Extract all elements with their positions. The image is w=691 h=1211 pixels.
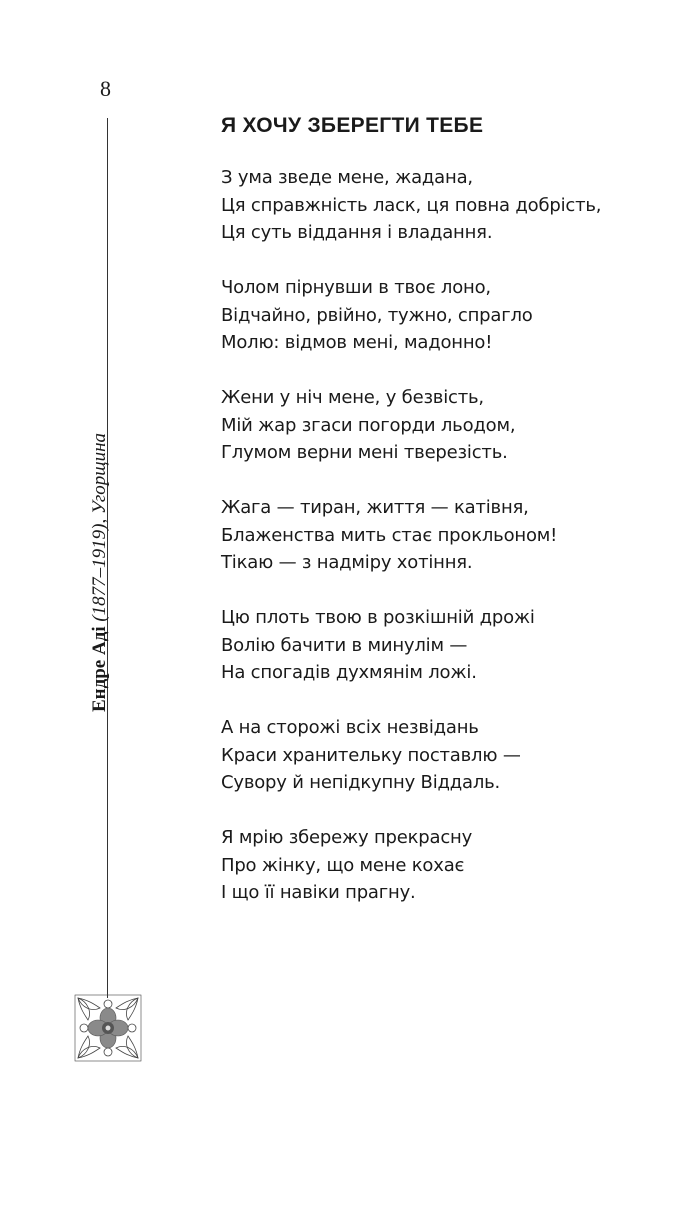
poem-line: Краси хранительку поставлю — [221, 744, 521, 766]
poem-line: А на сторожі всіх незвідань [221, 717, 479, 738]
poem-line: На спогадів духмянім ложі. [221, 662, 477, 683]
poem-line: Жага — тиран, життя — катівня, [221, 497, 529, 518]
poem-line: Мій жар згаси погорди льодом, [221, 414, 516, 436]
stanza [221, 714, 661, 797]
poem-line: Ця справжність ласк, ця повна добрість, [221, 194, 602, 216]
author-country: Угорщина [89, 432, 110, 514]
poem-line: Глумом верни мені тверезість. [221, 442, 508, 463]
poem-line: З ума зведе мене, жадана, [221, 167, 473, 188]
poem-line: Цю плоть твою в розкішній дрожі [221, 607, 535, 628]
poem-line: Сувору й непідкупну Віддаль. [221, 772, 501, 793]
poem-line: Чолом пірнувши в твоє лоно, [221, 277, 491, 298]
author-dates: (1877–1919) [89, 523, 110, 622]
stanza [221, 274, 661, 357]
separator: , [89, 518, 110, 524]
poem-title: Я ХОЧУ ЗБЕРЕГТИ ТЕБЕ [221, 114, 484, 137]
stanza [221, 384, 661, 467]
poem-line: Блаженства мить стає прокльоном! [221, 524, 558, 546]
poem-line: Я мрію збережу прекрасну [221, 827, 473, 848]
poem [221, 112, 661, 934]
stanza [221, 604, 661, 687]
poem-line: Волію бачити в минулім — [221, 634, 468, 656]
poem-line: Молю: відмов мені, мадонно! [221, 332, 493, 353]
poem-line: Ця суть віддання і владання. [221, 222, 493, 243]
author-name: Ендре Аді [89, 626, 110, 712]
running-header [90, 433, 110, 712]
poem-line: І що її навіки прагну. [221, 882, 416, 903]
page-number: 8 [100, 76, 111, 101]
poem-line: Про жінку, що мене кохає [221, 854, 465, 876]
stanza [221, 164, 661, 247]
floral-ornament-icon [74, 994, 142, 1062]
poem-line: Тікаю — з надміру хотіння. [221, 552, 473, 573]
stanza [221, 494, 661, 577]
poem-line: Відчайно, рвійно, тужно, спрагло [221, 304, 533, 326]
poem-line: Жени у ніч мене, у безвість, [221, 387, 484, 408]
stanza [221, 824, 661, 907]
